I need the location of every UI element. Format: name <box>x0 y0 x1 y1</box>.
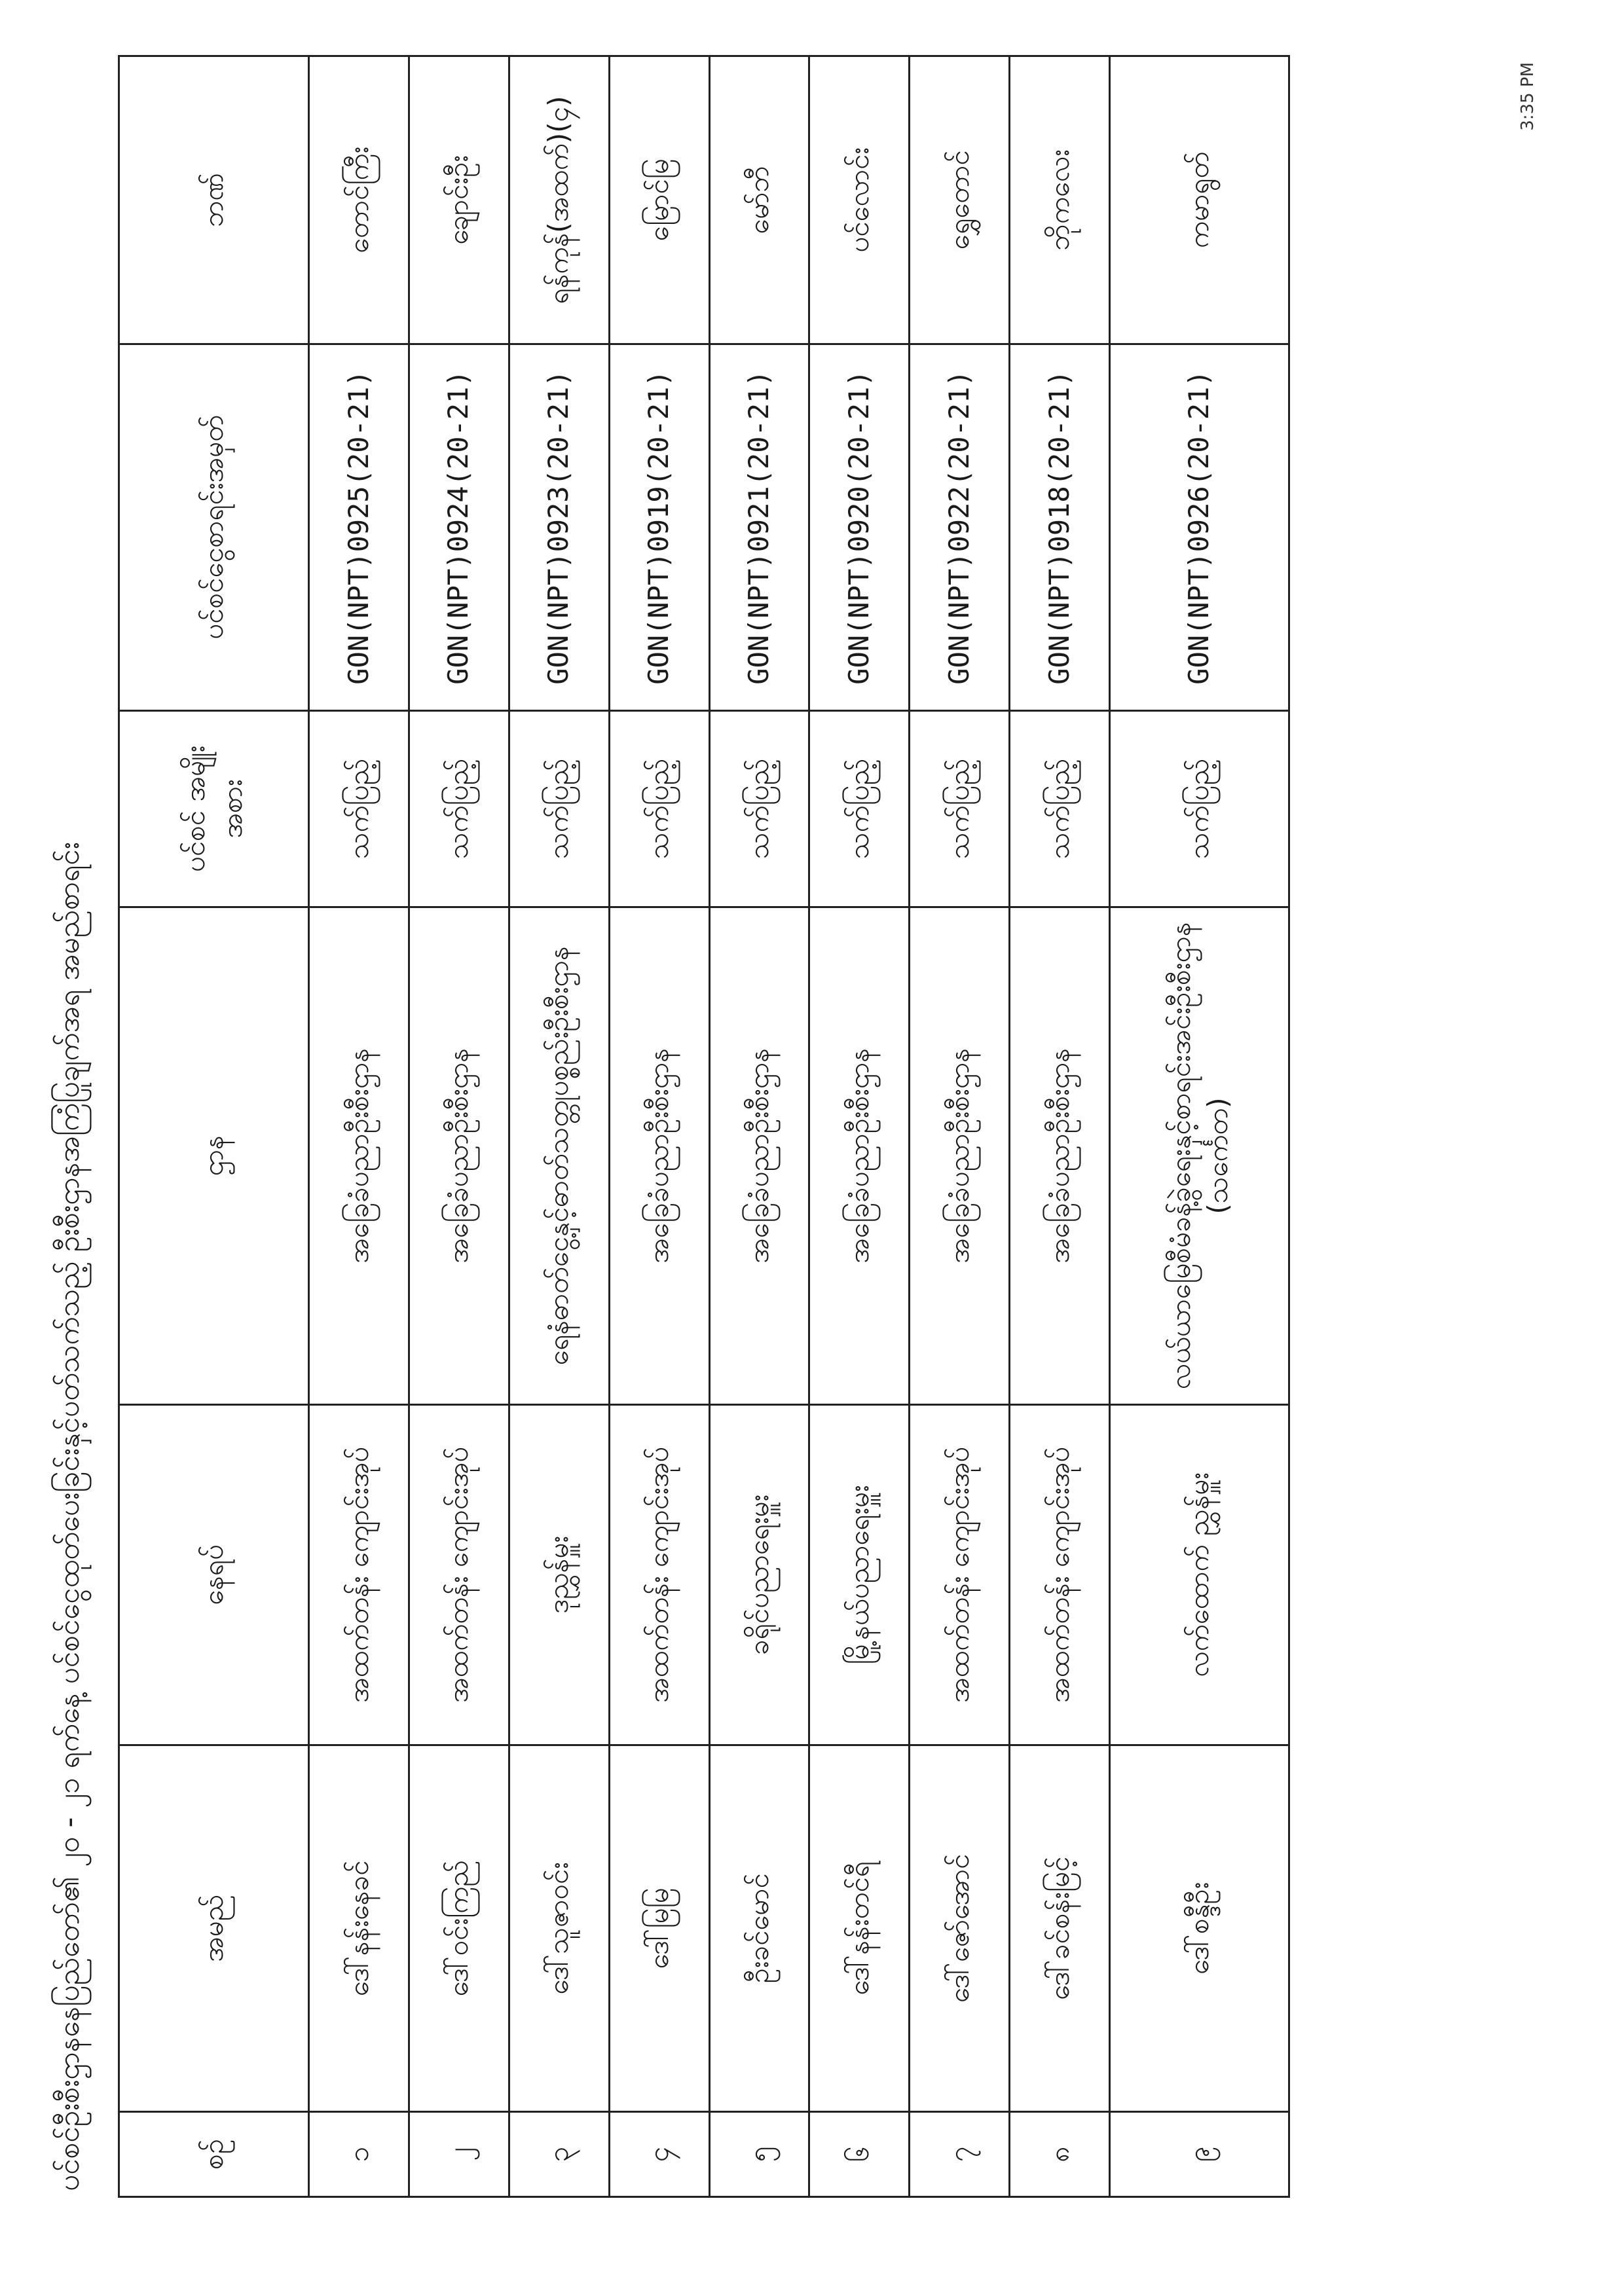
cell-department: အခြေခံပညာဦးစီးဌာန <box>809 907 910 1405</box>
cell-address: အထက်တန်း ကျောင်းအုပ် <box>309 1405 409 1745</box>
header-address: နေရပ် <box>119 1405 309 1745</box>
header-name: အမည် <box>119 1745 309 2112</box>
cell-bank: မော်ဘီ <box>709 56 809 344</box>
cell-name: ဒေါ်ခင်စန်းမြင့် <box>1010 1745 1110 2112</box>
document-title: ပင်စင်ဦးစီးဌာနနေပြည်တော်၏ ၂၀ - ၂၁ ရက်နေ့ ပင်စင်ငွေထုတ်ပေးခြင်းနှင့်ပတ်သက်သည့် ဦးစီးဌာနအကြံပြုချက်အရ အမည်စာရင်း <box>52 842 86 2191</box>
cell-pension-type: သက်ပြည့် <box>409 711 509 907</box>
cell-address: အထက်တန်း ကျောင်းအုပ် <box>409 1405 509 1745</box>
cell-department: အခြေခံပညာဦးစီးဌာန <box>409 907 509 1405</box>
cell-bank: ဘိုကလေး <box>1010 56 1110 344</box>
cell-pension-type: သက်ပြည့် <box>809 711 910 907</box>
pension-table-container <box>118 57 1290 2198</box>
cell-no: ၇ <box>910 2112 1010 2197</box>
table-header-row <box>119 56 309 2197</box>
cell-pension-type: သက်ပြည့် <box>910 711 1010 907</box>
cell-department: အခြေခံပညာဦးစီးဌာန <box>910 907 1010 1405</box>
cell-bank: မြောင်မြ <box>609 56 709 344</box>
cell-no: ၉ <box>1110 2112 1289 2197</box>
header-certificate-no: ပင်စင်ငွေစာရင်းအမှတ် <box>119 344 309 711</box>
cell-department: အခြေခံပညာဦးစီးဌာန <box>609 907 709 1405</box>
cell-bank: တောင်ကြီး <box>309 56 409 344</box>
cell-no: ၆ <box>809 2112 910 2197</box>
cell-certificate-no: GON(NPT)0923(20-21) <box>509 344 609 711</box>
cell-department: လယ်ယာမြေစီမံခန့်ခွဲရေးနှင့်စာရင်းအင်းဦးစီးဌာန (သင်္ကေတ) <box>1110 907 1289 1405</box>
cell-bank: ရန်ကုန်(အထက်)(၄) <box>509 56 609 344</box>
cell-name: ဒေါ်ဝင်းကြည် <box>409 1745 509 2112</box>
cell-name: ဒေါ်စန္ဒီဦး <box>1110 1745 1289 2112</box>
table-row <box>1010 56 1110 2197</box>
cell-department: ရေနံဓာတ်ငွေ့နှင့်ဓာတ်သတ္တုပစ္စည်းဦးစီးဌာန <box>509 907 609 1405</box>
cell-name: ဒေါ်ဇော်အောင် <box>910 1745 1010 2112</box>
cell-bank: ကမာရွတ် <box>1110 56 1289 344</box>
cell-certificate-no: GON(NPT)0920(20-21) <box>809 344 910 711</box>
table-row <box>809 56 910 2197</box>
cell-name: ဦးခင်မောင် <box>709 1745 809 2112</box>
cell-name: ဒေါ်မြမြ <box>609 1745 709 2112</box>
table-row <box>1110 56 1289 2197</box>
cell-certificate-no: GON(NPT)0925(20-21) <box>309 344 409 711</box>
header-bank: ဘဏ် <box>119 56 309 344</box>
cell-address: လက်ထောက် ညွှန်မှူး <box>1110 1405 1289 1745</box>
header-pension-type: ပင်စင် အမျိုးအစား <box>119 711 309 907</box>
table-row <box>309 56 409 2197</box>
timestamp: 3:35 PM <box>1518 62 1538 131</box>
cell-department: အခြေခံပညာဦးစီးဌာန <box>309 907 409 1405</box>
cell-pension-type: သက်ပြည့် <box>609 711 709 907</box>
cell-department: အခြေခံပညာဦးစီးဌာန <box>1010 907 1110 1405</box>
pension-table <box>118 55 1290 2198</box>
cell-no: ၅ <box>709 2112 809 2197</box>
cell-name: ဒေါ်နန်းနေခင် <box>309 1745 409 2112</box>
cell-pension-type: သက်ပြည့် <box>709 711 809 907</box>
cell-bank: ချောင်းဦး <box>409 56 509 344</box>
cell-no: ၂ <box>409 2112 509 2197</box>
table-body <box>309 56 1289 2197</box>
cell-certificate-no: GON(NPT)0922(20-21) <box>910 344 1010 711</box>
table-row <box>509 56 609 2197</box>
cell-name: ဒေါ်နန်းတင်ရီ <box>809 1745 910 2112</box>
table-row <box>609 56 709 2197</box>
cell-no: ၈ <box>1010 2112 1110 2197</box>
cell-department: အခြေခံပညာဦးစီးဌာန <box>709 907 809 1405</box>
cell-bank: ပင်လောင်း <box>809 56 910 344</box>
cell-certificate-no: GON(NPT)0924(20-21) <box>409 344 509 711</box>
cell-pension-type: သက်ပြည့် <box>1110 711 1289 907</box>
cell-address: အထက်တန်း ကျောင်းအုပ် <box>609 1405 709 1745</box>
cell-no: ၃ <box>509 2112 609 2197</box>
cell-no: ၁ <box>309 2112 409 2197</box>
cell-address: အထက်တန်း ကျောင်းအုပ် <box>1010 1405 1110 1745</box>
cell-address: ဒုညွှန်မှူး <box>509 1405 609 1745</box>
cell-pension-type: သက်ပြည့် <box>1010 711 1110 907</box>
cell-address: ခရိုင်ပညာရေးမှူး <box>709 1405 809 1745</box>
table-row <box>910 56 1010 2197</box>
table-row <box>409 56 509 2197</box>
cell-certificate-no: GON(NPT)0919(20-21) <box>609 344 709 711</box>
cell-certificate-no: GON(NPT)0926(20-21) <box>1110 344 1289 711</box>
cell-certificate-no: GON(NPT)0918(20-21) <box>1010 344 1110 711</box>
table-row <box>709 56 809 2197</box>
cell-name: ဒေါ်သူဇာဝင်း <box>509 1745 609 2112</box>
cell-no: ၄ <box>609 2112 709 2197</box>
header-department: ဌာန <box>119 907 309 1405</box>
cell-pension-type: သက်ပြည့် <box>309 711 409 907</box>
header-no: စဉ် <box>119 2112 309 2197</box>
cell-address: အထက်တန်း ကျောင်းအုပ် <box>910 1405 1010 1745</box>
cell-bank: ရွှေတောင် <box>910 56 1010 344</box>
cell-address: မြို့နယ်ပညာရေးမှူး <box>809 1405 910 1745</box>
cell-certificate-no: GON(NPT)0921(20-21) <box>709 344 809 711</box>
cell-pension-type: သက်ပြည့် <box>509 711 609 907</box>
